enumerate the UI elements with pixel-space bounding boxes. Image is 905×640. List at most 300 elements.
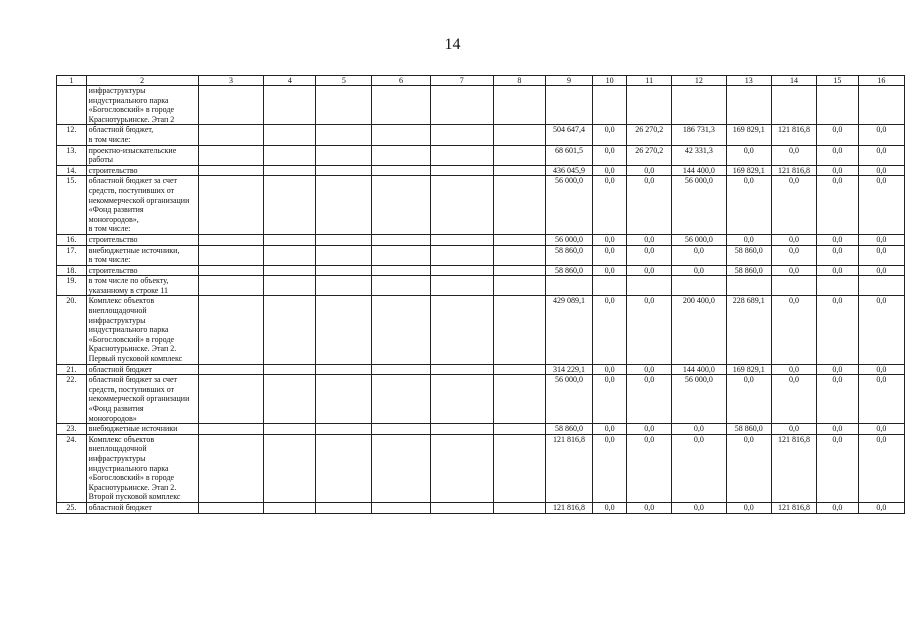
row-name-line: внебюджетные источники bbox=[88, 424, 178, 434]
value-cell bbox=[430, 234, 493, 245]
row-number: 17. bbox=[57, 245, 87, 265]
row-name bbox=[86, 375, 198, 424]
value-cell bbox=[198, 176, 264, 235]
value-cell: 0,0 bbox=[627, 424, 672, 435]
row-name-line: инфраструктуры bbox=[88, 453, 146, 463]
value-cell: 0,0 bbox=[593, 265, 627, 276]
value-cell: 0,0 bbox=[726, 176, 771, 235]
value-cell bbox=[430, 265, 493, 276]
value-cell: 26 270,2 bbox=[627, 125, 672, 145]
row-name-line: «Фонд развития bbox=[88, 404, 144, 413]
value-cell: 56 000,0 bbox=[672, 234, 726, 245]
table-row bbox=[57, 276, 905, 296]
value-cell: 0,0 bbox=[771, 296, 816, 364]
value-cell: 58 860,0 bbox=[726, 245, 771, 265]
value-cell: 121 816,8 bbox=[771, 502, 816, 513]
value-cell bbox=[198, 276, 264, 296]
column-header: 1 bbox=[57, 76, 87, 86]
column-header: 6 bbox=[372, 76, 431, 86]
row-number: 12. bbox=[57, 125, 87, 145]
value-cell bbox=[264, 502, 316, 513]
value-cell: 0,0 bbox=[593, 375, 627, 424]
column-header: 11 bbox=[627, 76, 672, 86]
page-number: 14 bbox=[444, 36, 461, 53]
value-cell bbox=[198, 234, 264, 245]
table-row bbox=[57, 502, 905, 513]
value-cell: 0,0 bbox=[817, 125, 859, 145]
value-cell bbox=[316, 434, 372, 502]
value-cell: 58 860,0 bbox=[545, 265, 592, 276]
value-cell bbox=[316, 424, 372, 435]
row-name bbox=[86, 145, 198, 165]
value-cell bbox=[316, 165, 372, 176]
value-cell: 0,0 bbox=[771, 145, 816, 165]
value-cell: 0,0 bbox=[817, 424, 859, 435]
value-cell bbox=[198, 502, 264, 513]
value-cell: 0,0 bbox=[858, 375, 904, 424]
row-name-line: Краснотурьинске. Этап 2. bbox=[88, 482, 177, 492]
value-cell: 504 647,4 bbox=[545, 125, 592, 145]
table-row bbox=[57, 424, 905, 435]
value-cell: 0,0 bbox=[593, 502, 627, 513]
row-name-line: инфраструктуры bbox=[88, 86, 146, 95]
value-cell bbox=[493, 375, 545, 424]
value-cell bbox=[316, 145, 372, 165]
value-cell: 0,0 bbox=[726, 375, 771, 424]
value-cell bbox=[430, 502, 493, 513]
value-cell: 0,0 bbox=[771, 424, 816, 435]
value-cell bbox=[264, 125, 316, 145]
value-cell bbox=[264, 375, 316, 424]
row-name bbox=[86, 296, 198, 364]
row-name-line: средств, поступивших от bbox=[88, 185, 175, 195]
value-cell bbox=[493, 145, 545, 165]
column-header: 13 bbox=[726, 76, 771, 86]
column-header: 15 bbox=[817, 76, 859, 86]
value-cell: 0,0 bbox=[858, 145, 904, 165]
value-cell: 314 229,1 bbox=[545, 364, 592, 375]
value-cell: 56 000,0 bbox=[672, 375, 726, 424]
value-cell bbox=[493, 424, 545, 435]
value-cell bbox=[493, 296, 545, 364]
value-cell: 121 816,8 bbox=[545, 502, 592, 513]
value-cell bbox=[316, 86, 372, 125]
value-cell: 0,0 bbox=[817, 296, 859, 364]
value-cell: 0,0 bbox=[672, 502, 726, 513]
value-cell bbox=[493, 125, 545, 145]
value-cell bbox=[372, 176, 431, 235]
table-row bbox=[57, 176, 905, 235]
value-cell: 121 816,8 bbox=[545, 434, 592, 502]
value-cell: 0,0 bbox=[726, 145, 771, 165]
row-name-line: проектно-изыскательские bbox=[88, 145, 177, 155]
row-name-line: областной бюджет bbox=[88, 502, 152, 512]
value-cell bbox=[264, 234, 316, 245]
value-cell bbox=[771, 86, 816, 125]
value-cell: 0,0 bbox=[627, 296, 672, 364]
value-cell: 0,0 bbox=[627, 364, 672, 375]
value-cell: 0,0 bbox=[771, 375, 816, 424]
table-row bbox=[57, 165, 905, 176]
value-cell bbox=[493, 276, 545, 296]
value-cell bbox=[627, 276, 672, 296]
row-number: 21. bbox=[57, 364, 87, 375]
value-cell: 0,0 bbox=[858, 424, 904, 435]
value-cell bbox=[493, 364, 545, 375]
value-cell: 436 045,9 bbox=[545, 165, 592, 176]
table-row bbox=[57, 145, 905, 165]
row-name-line: индустриального парка bbox=[88, 463, 169, 473]
value-cell bbox=[493, 265, 545, 276]
value-cell bbox=[430, 145, 493, 165]
value-cell: 58 860,0 bbox=[545, 424, 592, 435]
value-cell: 0,0 bbox=[627, 502, 672, 513]
value-cell: 0,0 bbox=[858, 364, 904, 375]
value-cell: 0,0 bbox=[627, 234, 672, 245]
value-cell bbox=[430, 165, 493, 176]
row-name-line: областной бюджет bbox=[88, 364, 152, 374]
table-row bbox=[57, 434, 905, 502]
row-name-line: индустриального парка bbox=[88, 325, 169, 335]
value-cell bbox=[316, 265, 372, 276]
value-cell: 0,0 bbox=[672, 424, 726, 435]
value-cell bbox=[198, 145, 264, 165]
value-cell: 68 601,5 bbox=[545, 145, 592, 165]
row-name-line: внеплощадочной bbox=[88, 306, 147, 316]
value-cell bbox=[430, 364, 493, 375]
table-row bbox=[57, 86, 905, 125]
row-number: 25. bbox=[57, 502, 87, 513]
value-cell: 0,0 bbox=[817, 265, 859, 276]
row-name-line: некоммерческой организации bbox=[88, 195, 190, 205]
value-cell: 0,0 bbox=[771, 364, 816, 375]
row-name bbox=[86, 125, 198, 145]
value-cell: 0,0 bbox=[726, 234, 771, 245]
value-cell: 0,0 bbox=[771, 265, 816, 276]
value-cell: 0,0 bbox=[627, 265, 672, 276]
value-cell: 169 829,1 bbox=[726, 165, 771, 176]
value-cell: 200 400,0 bbox=[672, 296, 726, 364]
row-number: 16. bbox=[57, 234, 87, 245]
row-name-line: областной бюджет, bbox=[88, 125, 154, 135]
row-number: 13. bbox=[57, 145, 87, 165]
column-header: 12 bbox=[672, 76, 726, 86]
row-number: 20. bbox=[57, 296, 87, 364]
value-cell bbox=[372, 125, 431, 145]
value-cell: 26 270,2 bbox=[627, 145, 672, 165]
value-cell bbox=[430, 424, 493, 435]
row-name-line: некоммерческой организации bbox=[88, 394, 190, 404]
value-cell: 0,0 bbox=[858, 434, 904, 502]
value-cell: 121 816,8 bbox=[771, 434, 816, 502]
value-cell: 0,0 bbox=[593, 145, 627, 165]
value-cell bbox=[430, 176, 493, 235]
row-name-line: Комплекс объектов bbox=[88, 434, 155, 444]
value-cell: 0,0 bbox=[593, 165, 627, 176]
row-number bbox=[57, 86, 87, 125]
value-cell bbox=[771, 276, 816, 296]
value-cell: 0,0 bbox=[627, 375, 672, 424]
value-cell: 0,0 bbox=[627, 176, 672, 235]
row-number: 22. bbox=[57, 375, 87, 424]
value-cell bbox=[264, 364, 316, 375]
row-name bbox=[86, 434, 198, 502]
table-row bbox=[57, 296, 905, 364]
value-cell bbox=[264, 245, 316, 265]
value-cell: 0,0 bbox=[593, 364, 627, 375]
table-row bbox=[57, 364, 905, 375]
value-cell bbox=[198, 364, 264, 375]
row-number: 19. bbox=[57, 276, 87, 296]
value-cell: 0,0 bbox=[858, 165, 904, 176]
value-cell: 58 860,0 bbox=[726, 265, 771, 276]
value-cell bbox=[372, 234, 431, 245]
value-cell bbox=[264, 424, 316, 435]
value-cell bbox=[316, 234, 372, 245]
value-cell: 0,0 bbox=[672, 434, 726, 502]
value-cell bbox=[493, 434, 545, 502]
value-cell bbox=[372, 86, 431, 125]
value-cell: 0,0 bbox=[593, 424, 627, 435]
column-header: 14 bbox=[771, 76, 816, 86]
value-cell bbox=[372, 245, 431, 265]
value-cell: 0,0 bbox=[627, 434, 672, 502]
value-cell bbox=[264, 265, 316, 276]
value-cell bbox=[198, 165, 264, 176]
value-cell: 0,0 bbox=[726, 434, 771, 502]
value-cell: 0,0 bbox=[817, 364, 859, 375]
budget-table bbox=[56, 75, 905, 514]
row-name-line: в том числе: bbox=[88, 255, 131, 265]
value-cell bbox=[264, 276, 316, 296]
value-cell: 0,0 bbox=[817, 375, 859, 424]
value-cell bbox=[316, 502, 372, 513]
row-name-line: строительство bbox=[88, 234, 138, 244]
value-cell bbox=[430, 86, 493, 125]
row-name-line: «Богословский» в городе bbox=[88, 105, 175, 115]
row-name-line: Комплекс объектов bbox=[88, 296, 155, 306]
row-number: 24. bbox=[57, 434, 87, 502]
table-row bbox=[57, 125, 905, 145]
value-cell bbox=[430, 245, 493, 265]
value-cell bbox=[430, 375, 493, 424]
row-name-line: Второй пусковой комплекс bbox=[88, 492, 181, 502]
value-cell: 0,0 bbox=[817, 502, 859, 513]
value-cell: 169 829,1 bbox=[726, 125, 771, 145]
column-header: 7 bbox=[430, 76, 493, 86]
column-header: 5 bbox=[316, 76, 372, 86]
value-cell: 228 689,1 bbox=[726, 296, 771, 364]
value-cell: 0,0 bbox=[858, 245, 904, 265]
value-cell: 0,0 bbox=[726, 502, 771, 513]
row-name bbox=[86, 165, 198, 176]
row-name bbox=[86, 276, 198, 296]
value-cell bbox=[372, 296, 431, 364]
row-name-line: Краснотурьинске. Этап 2. bbox=[88, 344, 177, 354]
row-name-line: «Фонд развития bbox=[88, 205, 144, 215]
row-name-line: Краснотурьинске. Этап 2 bbox=[88, 114, 175, 124]
value-cell: 0,0 bbox=[771, 176, 816, 235]
value-cell: 0,0 bbox=[817, 245, 859, 265]
value-cell bbox=[198, 245, 264, 265]
column-header: 8 bbox=[493, 76, 545, 86]
table-row bbox=[57, 375, 905, 424]
value-cell bbox=[493, 502, 545, 513]
value-cell bbox=[858, 276, 904, 296]
value-cell: 0,0 bbox=[817, 434, 859, 502]
value-cell bbox=[493, 86, 545, 125]
value-cell bbox=[726, 276, 771, 296]
value-cell bbox=[264, 86, 316, 125]
value-cell bbox=[316, 364, 372, 375]
row-name-line: в том числе: bbox=[88, 224, 131, 234]
value-cell bbox=[493, 165, 545, 176]
value-cell bbox=[817, 86, 859, 125]
value-cell: 0,0 bbox=[627, 245, 672, 265]
value-cell: 56 000,0 bbox=[545, 176, 592, 235]
value-cell: 429 089,1 bbox=[545, 296, 592, 364]
value-cell: 58 860,0 bbox=[545, 245, 592, 265]
value-cell bbox=[372, 434, 431, 502]
value-cell bbox=[430, 276, 493, 296]
value-cell bbox=[430, 125, 493, 145]
value-cell bbox=[672, 86, 726, 125]
value-cell: 0,0 bbox=[771, 234, 816, 245]
row-name-line: моногородов», bbox=[88, 214, 139, 224]
column-header: 9 bbox=[545, 76, 592, 86]
value-cell bbox=[372, 145, 431, 165]
value-cell bbox=[198, 265, 264, 276]
value-cell bbox=[493, 176, 545, 235]
value-cell bbox=[372, 265, 431, 276]
value-cell bbox=[198, 424, 264, 435]
row-name-line: областной бюджет за счет bbox=[88, 176, 178, 186]
value-cell: 0,0 bbox=[593, 434, 627, 502]
value-cell: 0,0 bbox=[858, 176, 904, 235]
value-cell bbox=[372, 165, 431, 176]
row-name-line: «Богословский» в городе bbox=[88, 473, 175, 483]
value-cell: 42 331,3 bbox=[672, 145, 726, 165]
value-cell: 56 000,0 bbox=[545, 375, 592, 424]
value-cell bbox=[593, 276, 627, 296]
row-name-line: строительство bbox=[88, 165, 138, 175]
value-cell bbox=[316, 176, 372, 235]
value-cell bbox=[493, 245, 545, 265]
value-cell: 121 816,8 bbox=[771, 125, 816, 145]
value-cell: 0,0 bbox=[593, 234, 627, 245]
value-cell bbox=[817, 276, 859, 296]
column-header: 3 bbox=[198, 76, 264, 86]
row-name-line: областной бюджет за счет bbox=[88, 375, 178, 385]
row-name-line: строительство bbox=[88, 265, 138, 275]
value-cell bbox=[264, 434, 316, 502]
value-cell: 0,0 bbox=[858, 265, 904, 276]
row-name-line: указанному в строке 11 bbox=[88, 285, 169, 295]
row-name bbox=[86, 502, 198, 513]
row-number: 18. bbox=[57, 265, 87, 276]
value-cell bbox=[198, 125, 264, 145]
value-cell bbox=[264, 145, 316, 165]
value-cell bbox=[593, 86, 627, 125]
value-cell: 0,0 bbox=[627, 165, 672, 176]
value-cell: 0,0 bbox=[817, 165, 859, 176]
value-cell bbox=[372, 276, 431, 296]
table-row bbox=[57, 265, 905, 276]
value-cell: 0,0 bbox=[672, 265, 726, 276]
row-name-line: в том числе по объекту, bbox=[88, 276, 169, 286]
row-name-line: «Богословский» в городе bbox=[88, 334, 175, 344]
row-name-line: внеплощадочной bbox=[88, 444, 147, 454]
table-row bbox=[57, 245, 905, 265]
value-cell: 0,0 bbox=[593, 125, 627, 145]
value-cell: 0,0 bbox=[593, 245, 627, 265]
value-cell bbox=[264, 296, 316, 364]
row-name bbox=[86, 265, 198, 276]
value-cell: 0,0 bbox=[858, 502, 904, 513]
value-cell bbox=[198, 375, 264, 424]
row-number: 15. bbox=[57, 176, 87, 235]
row-name bbox=[86, 424, 198, 435]
value-cell: 0,0 bbox=[817, 176, 859, 235]
row-name-line: в том числе: bbox=[88, 134, 131, 144]
column-header: 4 bbox=[264, 76, 316, 86]
value-cell bbox=[858, 86, 904, 125]
value-cell: 121 816,8 bbox=[771, 165, 816, 176]
value-cell bbox=[264, 165, 316, 176]
value-cell bbox=[672, 276, 726, 296]
row-name bbox=[86, 176, 198, 235]
row-name-line: средств, поступивших от bbox=[88, 384, 175, 394]
row-number: 14. bbox=[57, 165, 87, 176]
value-cell bbox=[316, 125, 372, 145]
row-name bbox=[86, 364, 198, 375]
value-cell bbox=[316, 375, 372, 424]
value-cell bbox=[372, 502, 431, 513]
value-cell bbox=[627, 86, 672, 125]
value-cell bbox=[372, 364, 431, 375]
column-header: 16 bbox=[858, 76, 904, 86]
row-name-line: моногородов» bbox=[88, 413, 137, 423]
value-cell: 0,0 bbox=[771, 245, 816, 265]
row-name bbox=[86, 86, 198, 125]
value-cell: 144 400,0 bbox=[672, 165, 726, 176]
value-cell: 169 829,1 bbox=[726, 364, 771, 375]
value-cell: 0,0 bbox=[817, 234, 859, 245]
value-cell: 0,0 bbox=[858, 234, 904, 245]
value-cell bbox=[372, 375, 431, 424]
row-name bbox=[86, 245, 198, 265]
value-cell: 0,0 bbox=[858, 125, 904, 145]
value-cell bbox=[372, 424, 431, 435]
value-cell bbox=[430, 434, 493, 502]
value-cell bbox=[316, 245, 372, 265]
value-cell: 0,0 bbox=[858, 296, 904, 364]
value-cell: 0,0 bbox=[593, 296, 627, 364]
row-name bbox=[86, 234, 198, 245]
table-row bbox=[57, 234, 905, 245]
value-cell bbox=[493, 234, 545, 245]
column-header: 10 bbox=[593, 76, 627, 86]
row-name-line: внебюджетные источники, bbox=[88, 245, 180, 255]
value-cell: 56 000,0 bbox=[672, 176, 726, 235]
header-row bbox=[57, 76, 905, 86]
row-name-line: индустриального парка bbox=[88, 95, 169, 105]
value-cell bbox=[316, 296, 372, 364]
value-cell bbox=[198, 86, 264, 125]
value-cell: 0,0 bbox=[672, 245, 726, 265]
value-cell bbox=[264, 176, 316, 235]
value-cell bbox=[198, 434, 264, 502]
